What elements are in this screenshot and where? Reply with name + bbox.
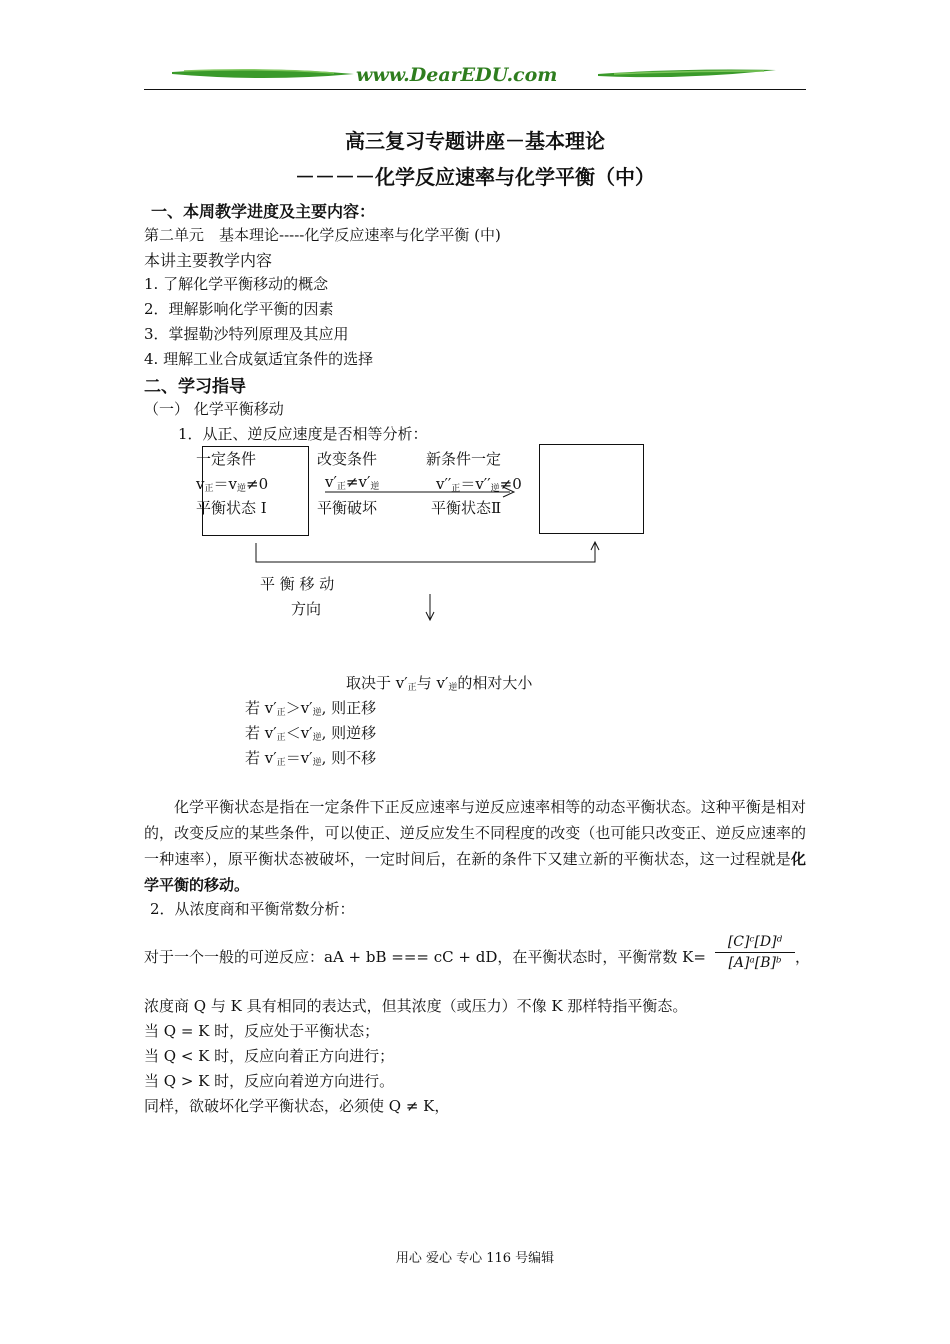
point-1: 1．从正、逆反应速度是否相等分析： [178,425,428,443]
rule-reverse: 若 $v'_正<v'_逆$, 则逆移 [245,724,377,743]
section2-heading: 二、学习指导 [144,377,246,397]
label-change-condition: 改变条件 [317,450,378,468]
k-comma: ， [795,948,811,966]
label-direction: 方向 [291,600,322,618]
page-subtitle: －－－－化学反应速率与化学平衡（中） [295,165,655,189]
list-item: 1. 了解化学平衡移动的概念 [144,275,329,293]
new-rate-equal-expression: $v''_正=v''_逆\ne 0$ [436,475,522,494]
depends-line: 取决于 $v'_正$与 $v'_逆$的相对大小 [346,674,533,693]
label-equilibrium-1: 平衡状态 I [196,499,267,517]
label-new-condition: 新条件一定 [426,450,502,468]
reaction-line: 对于一个一般的可逆反应：aA + bB === cC + dD，在平衡状态时，平衡常数 K= [144,948,706,966]
k-fraction [715,934,795,971]
k-denominator: [A]ᵃ[B]ᵇ [728,955,782,971]
q-line: 浓度商 Q 与 K 具有相同的表达式，但其浓度（或压力）不像 K 那样特指平衡态。 [144,997,688,1015]
rule-forward: 若 $v'_正>v'_逆$, 则正移 [245,699,377,718]
label-equilibrium-broken: 平衡破坏 [317,499,378,517]
rate-unequal-expression: $v'_正\ne v'_逆$ [325,473,380,492]
label-original-condition: 一定条件 [196,450,257,468]
list-item: 2．理解影响化学平衡的因素 [144,300,334,318]
q-line: 当 Q = K 时，反应处于平衡状态； [144,1022,380,1040]
section1-heading: 一、本周教学进度及主要内容： [151,202,376,221]
page-title: 高三复习专题讲座－基本理论 [345,129,605,153]
site-logo [144,60,806,90]
subsection-title: （一） 化学平衡移动 [144,400,284,418]
label-equilibrium-2: 平衡状态Ⅱ [431,499,502,517]
k-numerator: [C]ᶜ[D]ᵈ [727,934,783,950]
q-line: 同样，欲破坏化学平衡状态，必须使 Q ≠ K， [144,1097,450,1115]
label-shift: 平 衡 移 动 [260,575,335,593]
state-box-right [539,444,644,534]
fraction-bar [715,952,795,953]
header-rule [144,89,806,90]
rate-equal-expression: $v_正=v_逆\ne 0$ [196,475,269,494]
point-2: 2．从浓度商和平衡常数分析： [150,900,355,918]
list-item: 4. 理解工业合成氨适宜条件的选择 [144,350,374,368]
reversible-arrow: === [391,948,429,966]
list-item: 3．掌握勒沙特列原理及其应用 [144,325,349,343]
site-logo-text: www.DearEDU.com [356,64,558,86]
q-line: 当 Q < K 时，反应向着正方向进行； [144,1047,395,1065]
equilibrium-paragraph: 化学平衡状态是指在一定条件下正反应速率与逆反应速率相等的动态平衡状态。这种平衡是相对的，改变反应的某些条件，可以使正、逆反应发生不同程度的改变（也可能只改变正、逆反应速率的一种速率），原平衡状态被破坏，一定时间后，在新的条件下又建立新的平衡状态，这一过程就是化学平衡的移动。 [144,798,806,894]
page-footer: 用心 爱心 专心 116 号编辑 [395,1251,555,1266]
unit-line: 第二单元 基本理论-----化学反应速率与化学平衡 (中) [144,226,501,244]
section1-subheading: 本讲主要教学内容 [144,251,273,270]
q-line: 当 Q > K 时，反应向着逆方向进行。 [144,1072,395,1090]
rule-none: 若 $v'_正=v'_逆$, 则不移 [245,749,377,768]
